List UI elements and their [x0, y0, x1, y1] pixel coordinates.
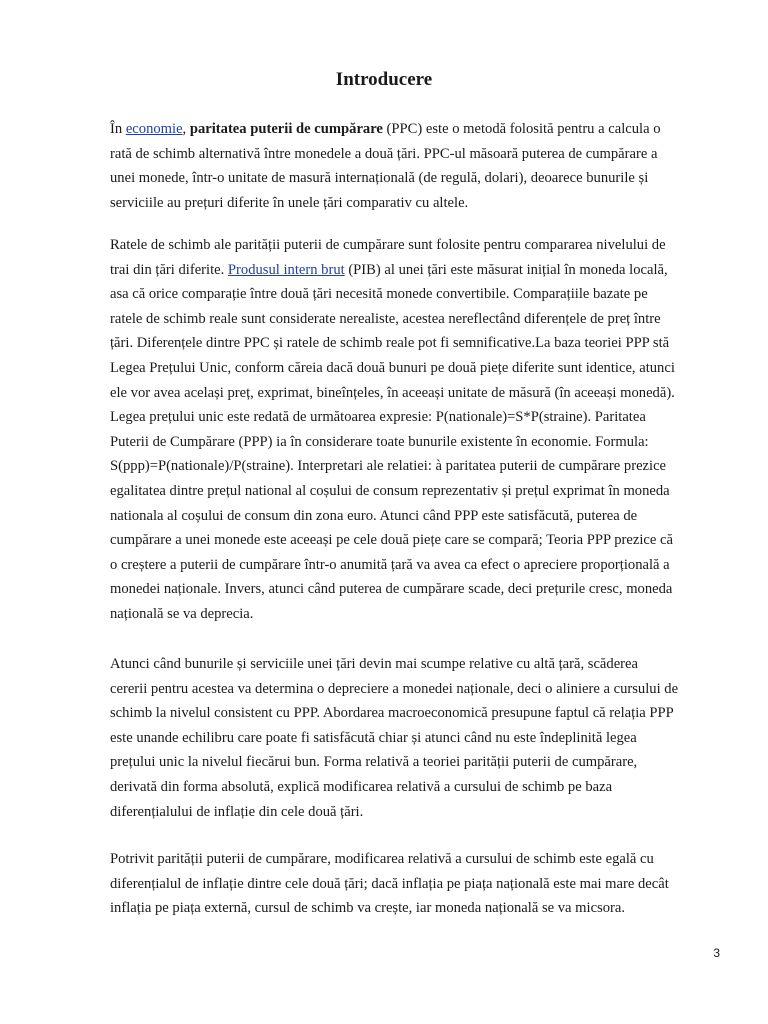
text-line: este unande echilibru care poate fi satisfăcută chiar și atunci când nu este îndeplinită legea — [110, 729, 637, 746]
text-fragment: În — [110, 121, 126, 137]
paragraph-intro — [110, 117, 710, 215]
text-fragment: țări. Diferențele dintre PPC și ratele de schimb reale pot fi semnificative. — [110, 335, 536, 352]
text-line — [110, 117, 710, 142]
text-line: egalitatea dintre prețul national al coșului de consum reprezentativ și prețul exprimat în moneda — [110, 482, 670, 499]
text-line: Potrivit parității puterii de cumpărare, modificarea relativă a cursului de schimb este egală cu — [110, 851, 654, 867]
text-line: ratele de schimb reale sunt considerate nerealiste, acestea nereflectând diferențele de preț între — [110, 310, 661, 327]
pib-link[interactable]: Produsul intern brut — [227, 261, 345, 278]
text-line: Atunci când bunurile și serviciile unei țări devin mai scumpe relative cu altă țară, scăderea — [110, 656, 638, 672]
text-fragment: (PPC) este o metodă folosită pentru a calcula o — [382, 121, 661, 137]
economie-link[interactable]: economie — [125, 121, 183, 137]
text-line: inflația pe piața externă, cursul de schimb va crește, iar moneda națională se va micsora. — [110, 900, 626, 917]
text-line: serviciile au prețuri diferite în unele țări comparativ cu altele. — [110, 194, 469, 211]
text-line: cumpărare a unei monede este aceeași pe cele două piețe care se compară; Teoria PPP prezice că — [110, 532, 673, 549]
text-line: Legea Prețului Unic, conform căreia dacă două bunuri pe două piețe diferite sunt identice, atunci — [110, 359, 675, 376]
text-line: ele vor avea același preț, exprimat, bineînțeles, în aceeași unitate de măsură (în aceeași monedă). — [110, 384, 675, 401]
text-fragment: La baza teoriei PPP stă — [535, 335, 670, 352]
text-line: Legea prețului unic este redată de următoarea expresie: P(nationale)=S*P(straine). Paritatea — [110, 409, 646, 426]
page-title: Introducere — [335, 69, 433, 90]
paragraph-exchange-rates — [110, 233, 710, 627]
text-line: o creștere a puterii de cumpărare într-o anumită țară va avea ca efect o apreciere proporțională a — [110, 556, 670, 573]
text-fragment: trai din țări diferite. — [110, 261, 228, 278]
text-line: nationala al coșului de consum din zona euro. Atunci când PPP este satisfăcută, puterea de — [110, 507, 638, 524]
text-line: rată de schimb alternativă între monedele a două țări. PPC-ul măsoară puterea de cumpărare a — [110, 145, 658, 162]
bold-term: paritatea puterii de cumpărare — [189, 121, 383, 137]
text-line: diferențialului de inflație din cele două țări. — [110, 803, 364, 820]
text-line: diferențialul de inflație dintre cele două țări; dacă inflația pe piața națională este mai mare decât — [110, 875, 669, 892]
text-line: schimb la nivelul consistent cu PPP. Abordarea macroeconomică presupune faptul că relația PPP — [110, 705, 674, 722]
text-line — [110, 258, 710, 283]
page-number: 3 — [713, 946, 720, 960]
text-line: derivată din forma absolută, explică modificarea relativă a cursului de schimb pe baza — [110, 778, 613, 795]
text-line: Puterii de Cumpărare (PPP) ia în considerare toate bunurile existente în economie. Formula: — [110, 433, 649, 450]
text-line — [110, 331, 710, 356]
text-line: asa că orice comparație între două țări necesită monede convertibile. Comparațiile bazate pe — [110, 286, 648, 303]
text-line: cererii pentru acestea va determina o depreciere a monedei naționale, deci o aliniere a cursului de — [110, 680, 679, 697]
paragraph-inflation — [110, 847, 710, 921]
text-line: S(ppp)=P(nationale)/P(straine). Interpretari ale relatiei: à paritatea puterii de cumpărare prezice — [110, 458, 667, 475]
text-line: Ratele de schimb ale parității puterii de cumpărare sunt folosite pentru compararea nivelului de — [110, 237, 666, 253]
text-line: prețului unic la nivelul fiecărui bun. Forma relativă a teoriei parității puterii de cumpărare, — [110, 754, 638, 771]
text-line: unei monede, într-o unitate de masură internațională (de regulă, dolari), deoarece bunurile și — [110, 170, 649, 187]
text-line: monedei naționale. Invers, atunci când puterea de cumpărare scade, deci prețurile cresc, moneda — [110, 581, 673, 598]
paragraph-depreciation — [110, 652, 710, 824]
text-fragment: , — [182, 121, 190, 137]
text-fragment: (PIB) al unei țări este măsurat inițial în moneda locală, — [344, 261, 668, 278]
text-line: națională se va deprecia. — [110, 605, 254, 622]
